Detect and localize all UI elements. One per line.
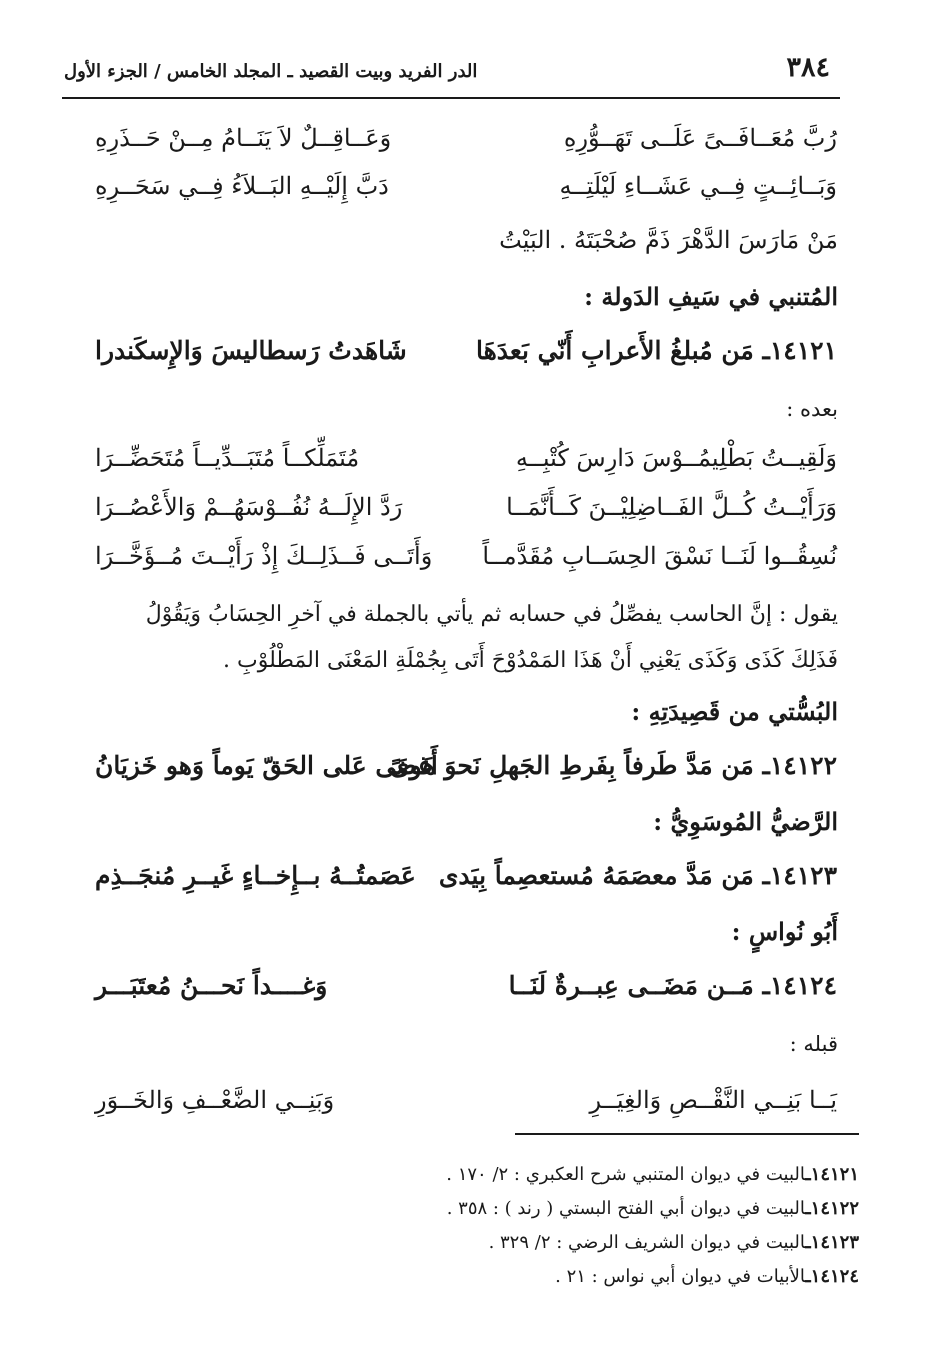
- verse-hemistich-left: دَبَّ إِلَيْــهِ البَــلاَءُ فِــي سَحَــرِهِ: [95, 172, 389, 200]
- verse-hemistich-left: عَصَمتُــهُ بــإِخــاءٍ غَيــرِ مُنجَــذِم: [95, 861, 416, 890]
- footnote-text: الأبيات في ديوان أبي نواس : ٢١ .: [555, 1266, 806, 1287]
- footnote-text: البيت في ديوان المتنبي شرح العكبري : ٢/ ١٧٠ .: [446, 1164, 806, 1185]
- verse-hemistich-right: رُبَّ مُعَــافَــىً عَلَــى تَهَــوُّرِهِ: [563, 124, 837, 152]
- footnote: [446, 1192, 859, 1226]
- verse-number: ١٤١٢١ـ: [762, 336, 837, 365]
- poet-heading: أَبُو نُواسٍ :: [731, 917, 838, 946]
- footnote-text: البيت في ديوان الشريف الرضي : ٢/ ٣٢٩ .: [488, 1232, 806, 1253]
- poet-heading: المُتنبي في سَيفِ الدَولة :: [584, 282, 838, 311]
- commentary-line: يقول : إنَّ الحاسب يفصِّلُ في حسابه ثم يأتي بالجملة في آخرِ الحِسَابُ وَيَقُوْلُ: [145, 602, 838, 627]
- verse-number: ١٤١٢٢ـ: [762, 751, 837, 780]
- footnote: [446, 1158, 859, 1192]
- verse-hemistich-right: [390, 746, 837, 786]
- page-number: ٣٨٤: [786, 52, 830, 83]
- verse-text: مَن مَدَّ طَرفاً بِفَرطِ الجَهلِ نَحوَ هَوىً: [390, 751, 754, 780]
- commentary-line: فَذَلِكَ كَذَى وَكَذَى يَعْنِي أَنْ هَذَا المَمْدُوْحَ أَتَى بِجُمْلَةِ المَعْنَى المَطْلُوْبِ .: [223, 648, 838, 673]
- verse-number: ١٤١٢٤ـ: [762, 971, 837, 1000]
- verse-hemistich-right: [509, 966, 837, 1006]
- after-label: بعده :: [786, 397, 838, 421]
- footnote: [446, 1226, 859, 1260]
- verse-hemistich-left: شَاهَدتُ رَسطاليسَ وَالإِسكَندرا: [95, 336, 407, 365]
- verse-hemistich-right: وَبَــائِــتٍ فِــي عَشَــاءِ لَيْلَتِــهِ: [559, 172, 837, 200]
- verse-hemistich-right: [439, 856, 837, 896]
- verse-text: مَــن مَضَــى عِبــرةٌ لَنَــا: [508, 971, 754, 1000]
- footnote-number: ١٤١٢٣ـ: [805, 1232, 859, 1253]
- verse-text: مَن مُبلغُ الأَعرابِ أَنّي بَعدَهَا: [475, 336, 754, 365]
- verse-hemistich-left: أَغضَى عَلى الحَقّ يَوماً وَهو خَزيَانُ: [95, 751, 438, 780]
- verse-hemistich-right: يَــا بَنِــي النَّقْــصِ وَالغِيَــرِ: [589, 1086, 837, 1114]
- footnote-rule: [515, 1133, 859, 1135]
- verse-hemistich-right: نُسِقُــوا لَنَــا نَسْقَ الحِسَــابِ مُقَدَّمــاً: [482, 542, 837, 570]
- footnote-number: ١٤١٢١ـ: [805, 1164, 859, 1185]
- verse-hemistich-left: وَعَــاقِــلٌ لاَ يَنَــامُ مِــنْ حَــذَرِهِ: [95, 124, 392, 152]
- footnote-number: ١٤١٢٢ـ: [805, 1198, 859, 1219]
- footnote: [446, 1260, 859, 1294]
- verse-hemistich-left: مُتَمَلِّكــاً مُتَبَــدِّيــاً مُتَحَضِّــرَا: [95, 444, 360, 472]
- verse-number: ١٤١٢٣ـ: [762, 861, 837, 890]
- poet-heading: الرَّضيُّ المُوسَوِيُّ :: [653, 807, 838, 836]
- verse-hemistich-right: [476, 331, 837, 371]
- verse-hemistich-left: وَبَنِــي الضَّعْــفِ وَالخَــوَرِ: [95, 1086, 335, 1114]
- footnotes: [446, 1158, 859, 1294]
- header-rule: [62, 97, 840, 99]
- footnote-text: البيت في ديوان أبي الفتح البستي ( رند ) : ٣٥٨ .: [446, 1198, 806, 1219]
- page-header: [62, 52, 840, 92]
- verse-hemistich-left: وَأَتَــى فَــذَلِــكَ إِذْ رَأَيْــتَ مُــؤَخَّــرَا: [95, 542, 433, 570]
- verse-hemistich-left: رَدَّ الإِلَــهُ نُفُــوْسَهُــمْ وَالأَعْصُــرَا: [95, 493, 403, 521]
- commentary-paragraph: [78, 592, 838, 684]
- verse-text: مَن مَدَّ معصَمَهُ مُستعصِماً بِيَدى: [438, 861, 754, 890]
- verse-hemistich-right: وَرَأَيْــتُ كُــلَّ الفَــاضِلِيْــنَ كَــأَنَّمَــا: [506, 493, 837, 521]
- verse-hemistich-right: وَلَقِيــتُ بَطْلِيمُــوْسَ دَارِسَ كُتْبِــهِ: [515, 444, 837, 472]
- verse-hemistich-left: وَغــــداً نَحـــنُ مُعتَبَـــر: [95, 971, 328, 1000]
- before-label: قبله :: [789, 1032, 838, 1056]
- poet-heading: البُسُّتي من قَصِيدَتِهِ :: [631, 697, 838, 726]
- running-title: الدر الفريد وبيت القصيد ـ المجلد الخامس / الجزء الأول: [64, 61, 478, 82]
- verse-line: مَنْ مَارَسَ الدَّهْرَ ذَمَّ صُحْبَتَهُ . البَيْتُ: [499, 226, 838, 254]
- footnote-number: ١٤١٢٤ـ: [805, 1266, 859, 1287]
